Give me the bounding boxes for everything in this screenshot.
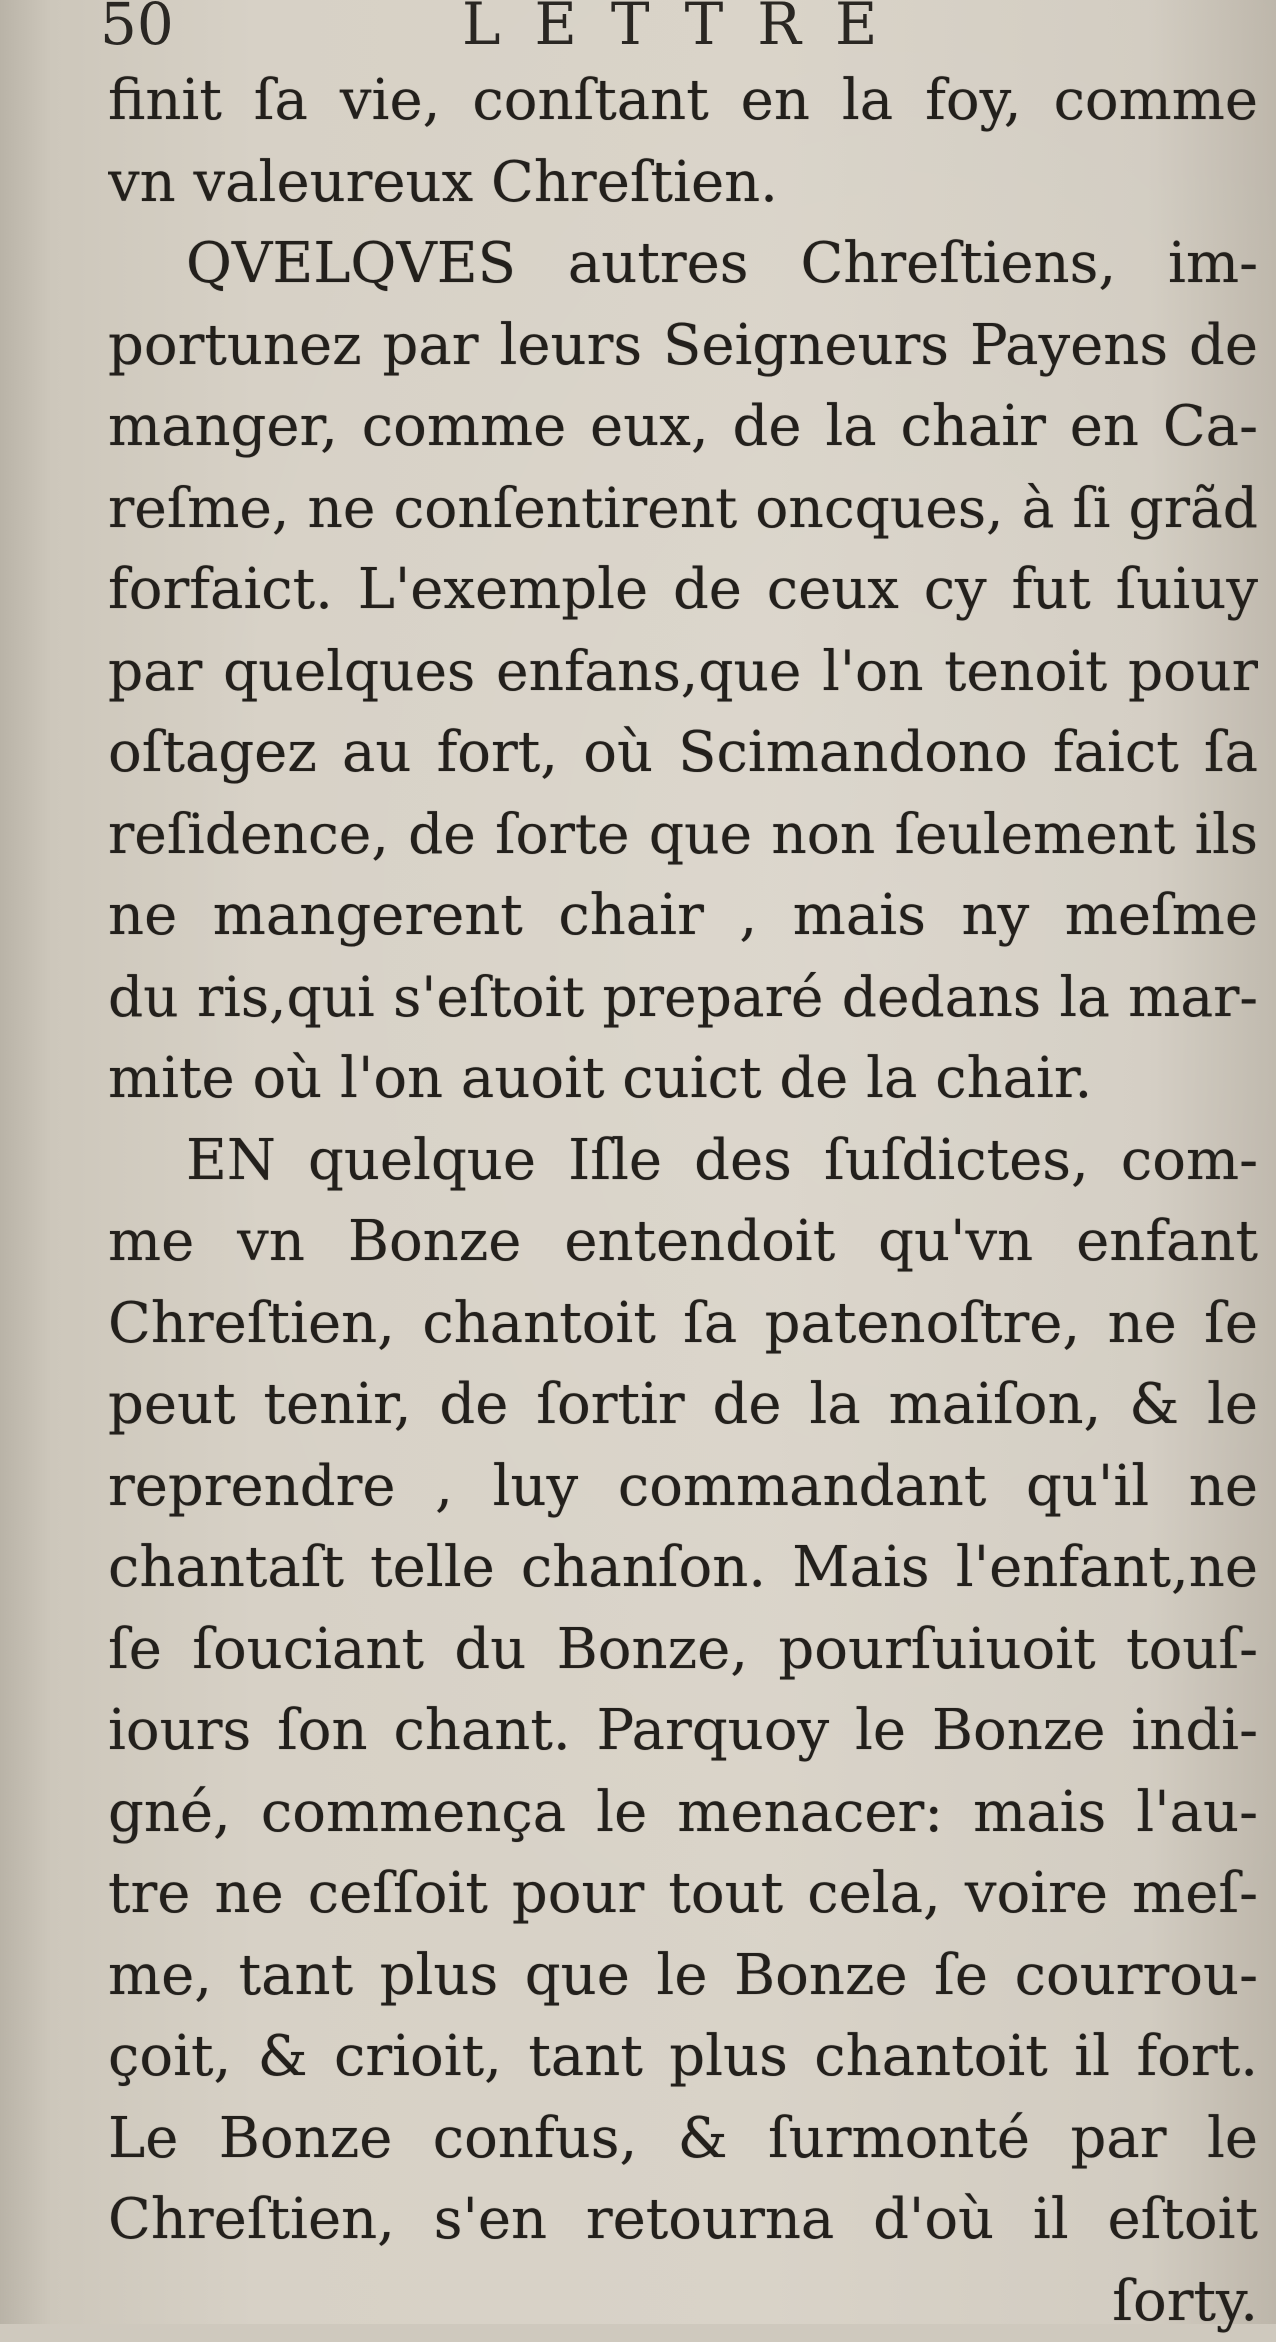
text-line: manger, comme eux, de la chair en Ca- xyxy=(108,386,1258,468)
text-line: reſidence, de ſorte que non ſeulement ils xyxy=(108,794,1258,876)
text-line: reprendre , luy commandant qu'il ne xyxy=(108,1446,1258,1528)
text-line: ſe ſouciant du Bonze, pourſuiuoit touſ- xyxy=(108,1609,1258,1691)
text-line: chantaſt telle chanſon. Mais l'enfant,ne xyxy=(108,1527,1258,1609)
text-line: gné, commença le menacer: mais l'au- xyxy=(108,1772,1258,1854)
text-line: du ris,qui s'eſtoit preparé dedans la mar- xyxy=(108,957,1258,1039)
text-line: iours ſon chant. Parquoy le Bonze indi- xyxy=(108,1690,1258,1772)
text-line: tre ne ceſſoit pour tout cela, voire meſ- xyxy=(108,1853,1258,1935)
text-line: peut tenir, de ſortir de la maiſon, & le xyxy=(108,1364,1258,1446)
text-line: forfaict. L'exemple de ceux cy fut ſuiuy xyxy=(108,549,1258,631)
text-line: ſorty. xyxy=(108,2261,1258,2342)
text-line: EN quelque Iſle des ſuſdictes, com- xyxy=(108,1120,1258,1202)
page-number: 50 xyxy=(100,0,174,56)
text-line: ne mangerent chair , mais ny meſme xyxy=(108,875,1258,957)
text-line: portunez par leurs Seigneurs Payens de xyxy=(108,305,1258,387)
body-text xyxy=(108,60,1258,2342)
text-line: mite où l'on auoit cuict de la chair. xyxy=(108,1038,1258,1120)
text-line: me vn Bonze entendoit qu'vn enfant xyxy=(108,1201,1258,1283)
text-line: me, tant plus que le Bonze ſe courrou- xyxy=(108,1935,1258,2017)
running-head xyxy=(100,0,1240,56)
text-line: QVELQVES autres Chreſtiens, im- xyxy=(108,223,1258,305)
text-line: oſtagez au fort, où Scimandono faict ſa xyxy=(108,712,1258,794)
text-line: reſme, ne conſentirent oncques, à ſi grãd xyxy=(108,468,1258,550)
running-title: LETTRE xyxy=(462,0,911,56)
text-line: Le Bonze confus, & ſurmonté par le xyxy=(108,2098,1258,2180)
text-line: çoit, & crioit, tant plus chantoit il fort. xyxy=(108,2016,1258,2098)
text-line: Chreſtien, chantoit ſa patenoſtre, ne ſe xyxy=(108,1283,1258,1365)
text-line: par quelques enfans,que l'on tenoit pour xyxy=(108,631,1258,713)
text-line: Chreſtien, s'en retourna d'où il eſtoit xyxy=(108,2179,1258,2261)
text-line: finit ſa vie, conſtant en la foy, comme xyxy=(108,60,1258,142)
text-line: vn valeureux Chreſtien. xyxy=(108,142,1258,224)
